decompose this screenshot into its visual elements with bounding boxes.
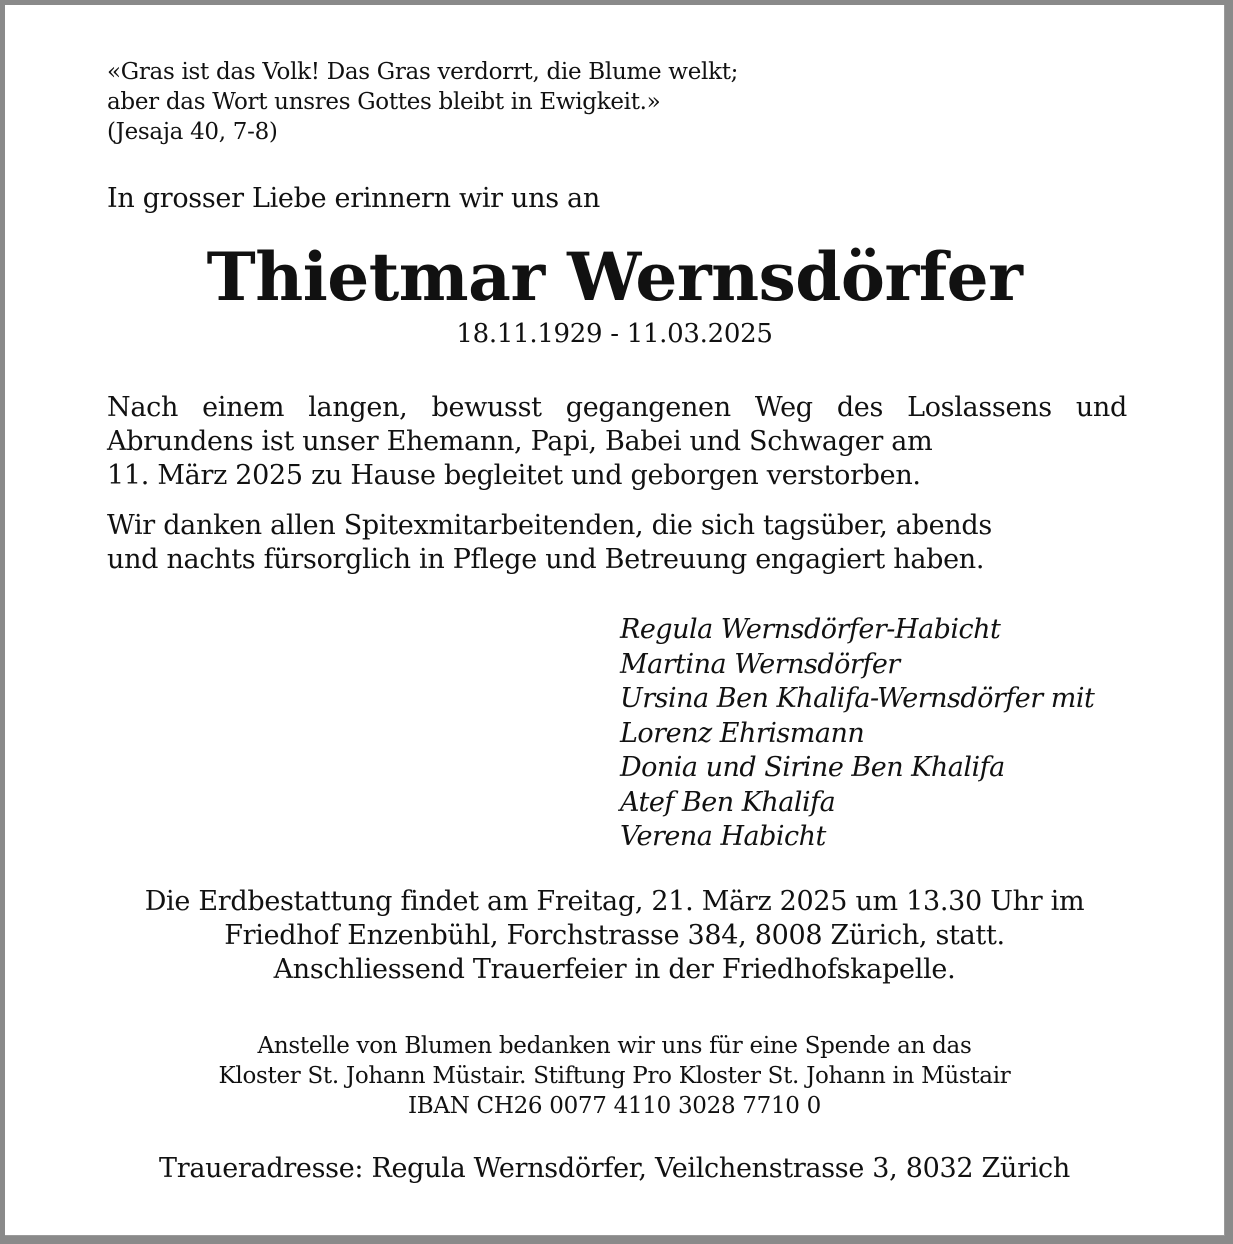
burial-line: Anschliessend Trauerfeier in der Friedhofskapelle. bbox=[273, 954, 956, 985]
quote-line: aber das Wort unsres Gottes bleibt in Ewigkeit.» bbox=[107, 89, 661, 115]
announcement-line: Abrundens ist unser Ehemann, Papi, Babei und Schwager am bbox=[107, 426, 933, 457]
word: Loslassens bbox=[907, 392, 1052, 423]
burial-line: Die Erdbestattung findet am Freitag, 21. März 2025 um 13.30 Uhr im bbox=[144, 886, 1085, 917]
donation-line: Kloster St. Johann Müstair. Stiftung Pro Kloster St. Johann in Müstair bbox=[218, 1063, 1011, 1089]
mourner-name: Regula Wernsdörfer-Habicht bbox=[620, 614, 1001, 645]
donation-info bbox=[5, 1031, 1224, 1121]
burial-line: Friedhof Enzenbühl, Forchstrasse 384, 8008 Zürich, statt. bbox=[224, 920, 1005, 951]
life-dates: 18.11.1929 - 11.03.2025 bbox=[456, 319, 773, 349]
word: und bbox=[1075, 392, 1127, 423]
announcement-line: 11. März 2025 zu Hause begleitet und geborgen verstorben. bbox=[107, 460, 921, 491]
intro-text: In grosser Liebe erinnern wir uns an bbox=[107, 183, 600, 214]
mourner-name: Ursina Ben Khalifa-Wernsdörfer mit bbox=[620, 683, 1095, 714]
obituary-page bbox=[5, 5, 1225, 1236]
word: Weg bbox=[754, 392, 813, 423]
thanks-line: und nachts fürsorglich in Pflege und Betreuung engagiert haben. bbox=[107, 544, 985, 575]
word: langen, bbox=[308, 392, 408, 423]
thanks-paragraph bbox=[107, 509, 992, 577]
donation-iban: IBAN CH26 0077 4110 3028 7710 0 bbox=[408, 1093, 821, 1119]
mourner-name: Donia und Sirine Ben Khalifa bbox=[620, 752, 1005, 783]
mourning-address: Traueradresse: Regula Wernsdörfer, Veilchenstrasse 3, 8032 Zürich bbox=[159, 1153, 1070, 1184]
quote-line: «Gras ist das Volk! Das Gras verdorrt, die Blume welkt; bbox=[107, 59, 739, 85]
word: gegangenen bbox=[565, 392, 731, 423]
announcement-paragraph bbox=[107, 391, 1127, 493]
word: Nach bbox=[107, 392, 179, 423]
word: einem bbox=[202, 392, 285, 423]
mourners-list bbox=[620, 613, 1094, 855]
mourner-name: Lorenz Ehrismann bbox=[620, 717, 865, 749]
mourner-name: Atef Ben Khalifa bbox=[620, 786, 836, 818]
burial-info bbox=[5, 885, 1224, 987]
word: bewusst bbox=[431, 392, 542, 423]
word: des bbox=[836, 392, 884, 423]
donation-line: Anstelle von Blumen bedanken wir uns für eine Spende an das bbox=[257, 1033, 972, 1059]
bible-quote bbox=[107, 57, 738, 147]
mourner-name: Martina Wernsdörfer bbox=[620, 648, 900, 680]
thanks-line: Wir danken allen Spitexmitarbeitenden, die sich tagsüber, abends bbox=[107, 510, 992, 541]
quote-reference: (Jesaja 40, 7-8) bbox=[107, 119, 278, 145]
announcement-first-line bbox=[107, 391, 1127, 425]
mourner-name: Verena Habicht bbox=[620, 821, 826, 852]
deceased-name: Thietmar Wernsdörfer bbox=[206, 238, 1023, 316]
